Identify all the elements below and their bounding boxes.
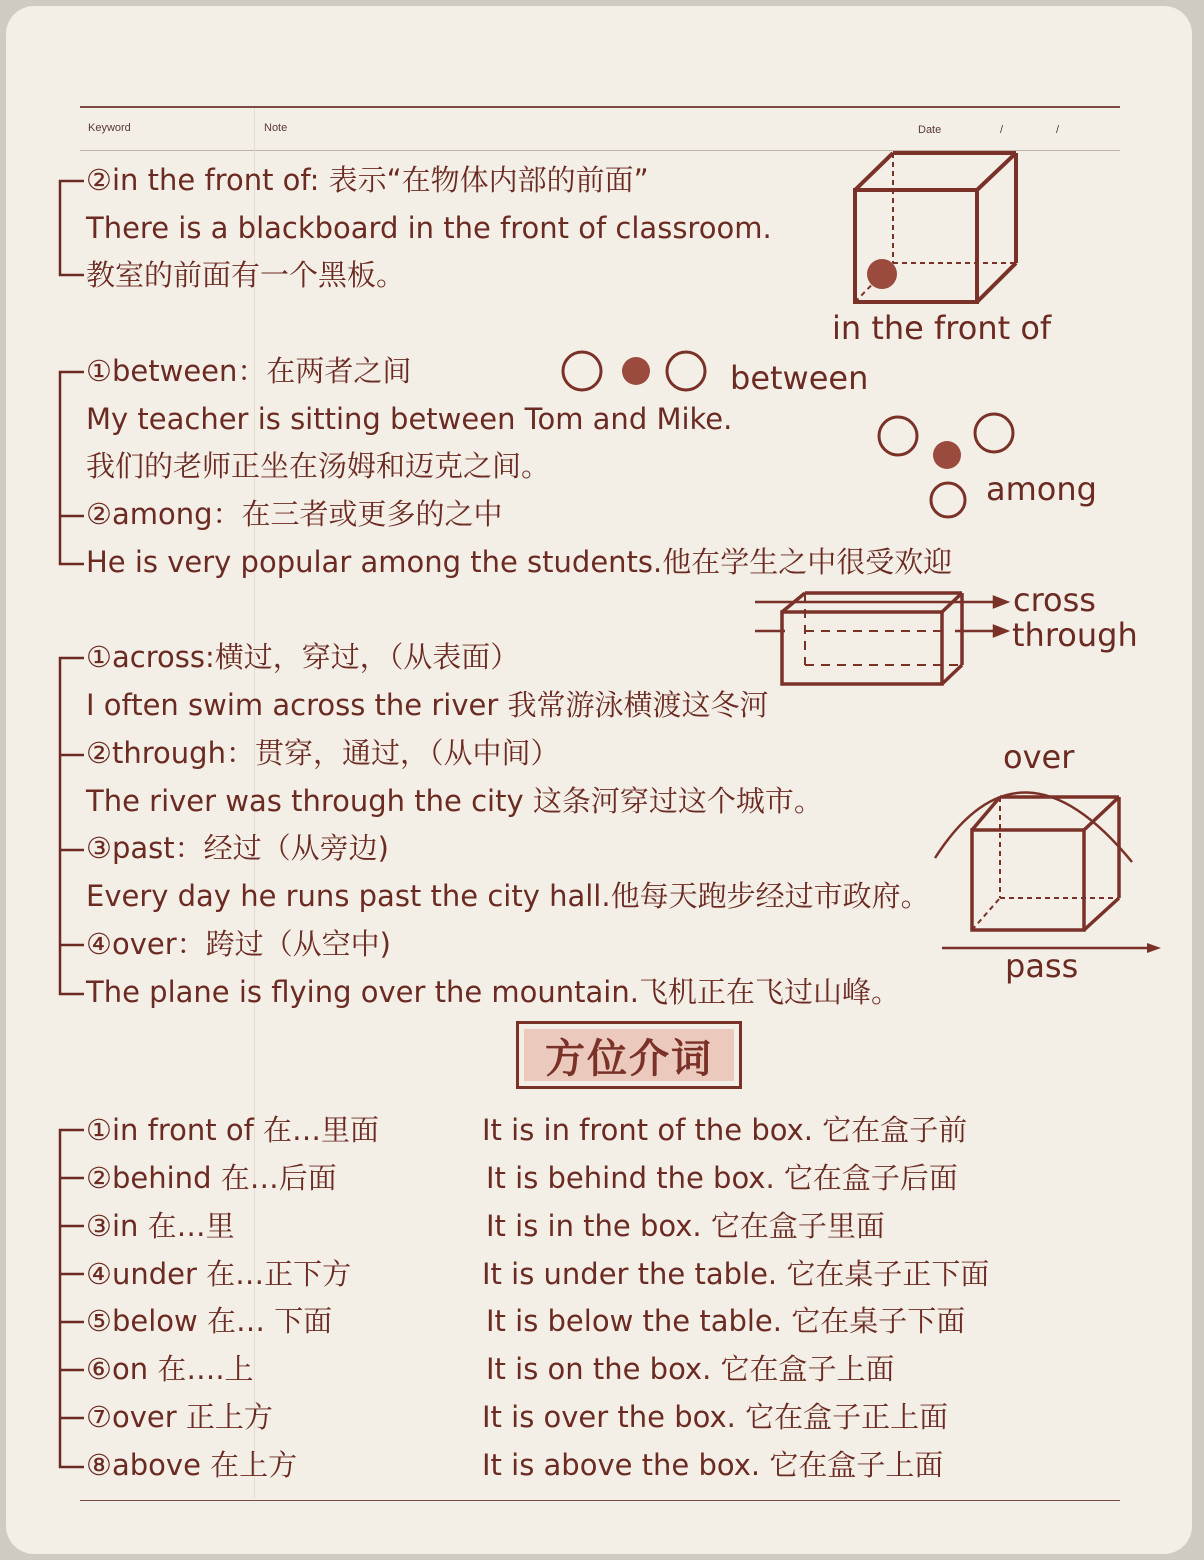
between-example-en: My teacher is sitting between Tom and Mike. — [86, 402, 733, 436]
preposition-term: ③in 在…里 — [86, 1209, 235, 1243]
header-date-sep: / — [1056, 124, 1060, 136]
header-keyword: Keyword — [88, 122, 131, 134]
in-front-of-label: in the front of — [832, 309, 1052, 347]
preposition-example: It is below the table. 它在桌子下面 — [486, 1304, 966, 1338]
preposition-example: It is behind the box. 它在盒子后面 — [486, 1161, 958, 1195]
among-label: among — [986, 470, 1097, 508]
section1-heading: ②in the front of: 表示“在物体内部的前面” — [86, 163, 649, 197]
cross-through-box-figure — [750, 585, 1010, 690]
through-label: through — [1012, 616, 1138, 654]
preposition-term: ②behind 在…后面 — [86, 1161, 337, 1195]
section1-example-en: There is a blackboard in the front of classroom. — [86, 211, 772, 245]
preposition-term: ④under 在…正下方 — [86, 1257, 352, 1291]
preposition-list-bracket — [0, 0, 100, 1500]
preposition-term: ⑦over 正上方 — [86, 1400, 273, 1434]
header-date: Date — [918, 124, 942, 136]
page-title: 方位介词 — [524, 1029, 734, 1081]
preposition-term: ⑤below 在… 下面 — [86, 1304, 333, 1338]
header-date-sep: / — [1000, 124, 1004, 136]
over-pass-cube-figure — [930, 770, 1170, 970]
past-heading: ③past：经过（从旁边) — [86, 831, 389, 865]
preposition-example: It is on the box. 它在盒子上面 — [486, 1352, 895, 1386]
header-note: Note — [264, 122, 288, 134]
preposition-term: ⑥on 在….上 — [86, 1352, 254, 1386]
over-example: The plane is flying over the mountain.飞机正在飞过山峰。 — [86, 975, 900, 1009]
over-label: over — [1003, 738, 1075, 776]
across-heading: ①across:横过，穿过，（从表面） — [86, 640, 520, 674]
among-example: He is very popular among the students.他在学生之中很受欢迎 — [86, 545, 953, 579]
between-example-zh: 我们的老师正坐在汤姆和迈克之间。 — [86, 449, 551, 483]
preposition-example: It is above the box. 它在盒子上面 — [482, 1448, 944, 1482]
header-top-rule — [80, 106, 1120, 108]
preposition-example: It is under the table. 它在桌子正下面 — [482, 1257, 990, 1291]
footer-rule — [80, 1500, 1120, 1501]
title-box — [516, 1021, 742, 1089]
cross-label: cross — [1013, 581, 1096, 619]
through-heading: ②through：贯穿，通过，（从中间） — [86, 736, 560, 770]
through-example: The river was through the city 这条河穿过这个城市。 — [86, 784, 823, 818]
in-front-of-cube-figure — [840, 145, 1040, 315]
preposition-example: It is in front of the box. 它在盒子前 — [482, 1113, 968, 1147]
among-heading: ②among：在三者或更多的之中 — [86, 497, 503, 531]
section1-example-zh: 教室的前面有一个黑板。 — [86, 258, 406, 292]
between-circles-figure — [555, 345, 725, 400]
between-label: between — [730, 359, 869, 397]
past-example: Every day he runs past the city hall.他每天跑步经过市政府。 — [86, 879, 930, 913]
preposition-term: ①in front of 在…里面 — [86, 1113, 380, 1147]
between-heading: ①between：在两者之间 — [86, 354, 412, 388]
pass-label: pass — [1005, 947, 1079, 985]
over-heading: ④over：跨过（从空中) — [86, 927, 391, 961]
across-example: I often swim across the river 我常游泳横渡这冬河 — [86, 688, 769, 722]
preposition-term: ⑧above 在上方 — [86, 1448, 298, 1482]
preposition-example: It is in the box. 它在盒子里面 — [486, 1209, 885, 1243]
preposition-example: It is over the box. 它在盒子正上面 — [482, 1400, 949, 1434]
